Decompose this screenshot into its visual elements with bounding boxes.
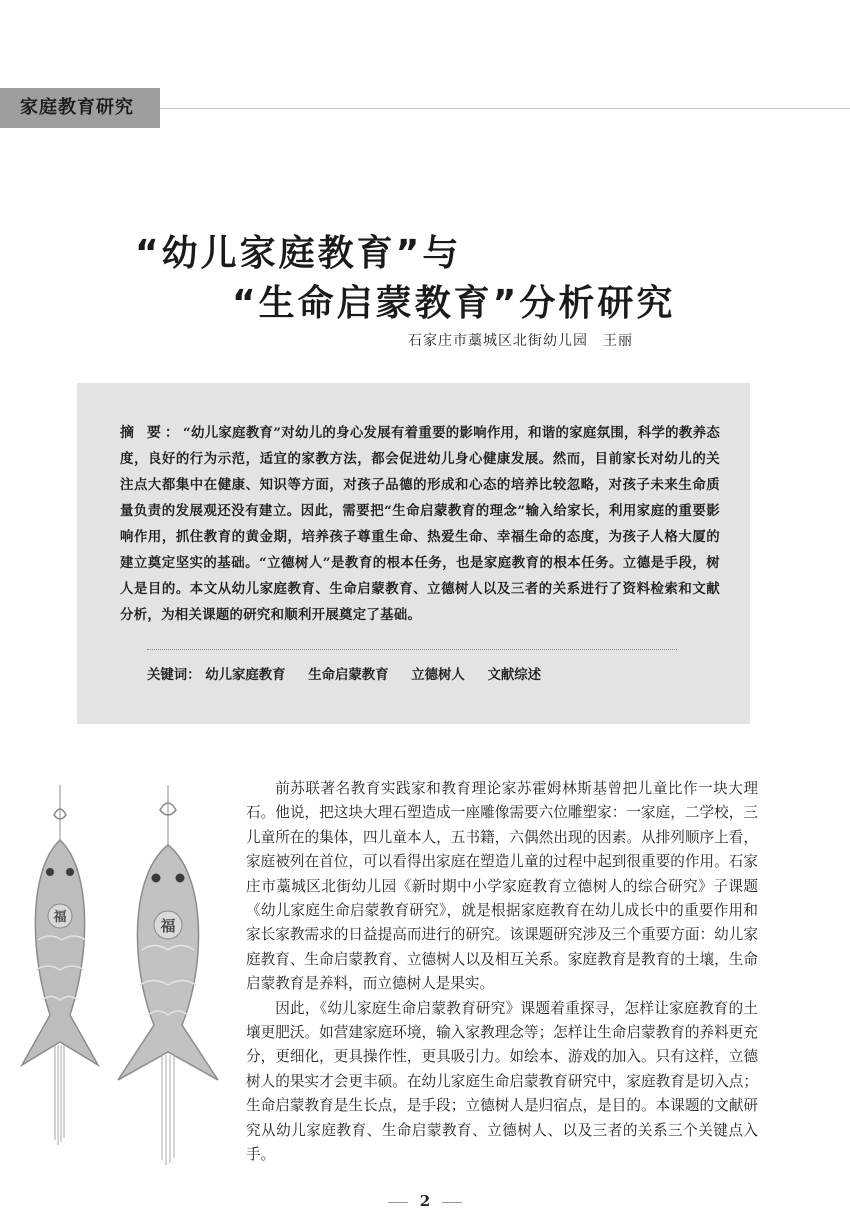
fish-lantern-left [22,785,98,1145]
article-title-line-2: “生命启蒙教育”分析研究 [232,283,676,324]
page-number [0,1192,850,1210]
page-number-dash-right [442,1202,462,1203]
page-number-dash-left [388,1202,408,1203]
section-label: 家庭教育研究 [0,88,160,128]
article-title-line-1: “幼儿家庭教育”与 [135,233,462,274]
keyword: 幼儿家庭教育 [205,667,286,683]
keywords-divider [147,649,677,650]
author-byline: 石家庄市藁城区北街幼儿园 王丽 [408,333,633,349]
body-paragraph-1: 前苏联著名教育实践家和教育理论家苏霍姆林斯基曾把儿童比作一块大理石。他说，把这块大理石塑造成一座雕像需要六位雕塑家：一家庭，二学校，三儿童所在的集体，四儿童本人，五书籍，六偶然出现的因素。从排列顺序上看，家庭被列在首位，可以看得出家庭在塑造儿童的过程中起到很重要的作用。石家庄市藁城区北街幼儿园《新时期中小学家庭教育立德树人的综合研究》子课题《幼儿家庭生命启蒙教育研究》，就是根据家庭教育在幼儿成长中的重要作用和家长家教需求的日益提高而进行的研究。该课题研究涉及三个重要方面：幼儿家庭教育、生命启蒙教育、立德树人以及相互关系。家庭教育是教育的土壤，生命启蒙教育是养料，而立德树人是果实。 [246,780,758,993]
fish-lantern-illustration [8,780,233,1170]
fish-lantern-right [118,785,218,1165]
keyword: 生命启蒙教育 [308,667,389,683]
keywords-label: 关键词： [147,668,201,683]
body-paragraph-2: 因此，《幼儿家庭生命启蒙教育研究》课题着重探寻，怎样让家庭教育的土壤更肥沃。如营建家庭环境，输入家教理念等；怎样让生命启蒙教育的养料更充分，更细化，更具操作性，更具吸引力。如绘本、游戏的加入。只有这样，立德树人的果实才会更丰硕。在幼儿家庭生命启蒙教育研究中，家庭教育是切入点；生命启蒙教育是生长点，是手段；立德树人是归宿点，是目的。本课题的文献研究从幼儿家庭教育、生命启蒙教育、立德树人、以及三者的关系三个关键点入手。 [246,999,758,1164]
abstract-text: “幼儿家庭教育”对幼儿的身心发展有着重要的影响作用，和谐的家庭氛围，科学的教养态度，良好的行为示范，适宜的家教方法，都会促进幼儿身心健康发展。然而，目前家长对幼儿的关注点大都集中在健康、知识等方面，对孩子品德的形成和心态的培养比较忽略，对孩子未来生命质量负责的发展观还没有建立。因此，需要把“生命启蒙教育的理念”输入给家长，利用家庭的重要影响作用，抓住教育的黄金期，培养孩子尊重生命、热爱生命、幸福生命的态度，为孩子人格大厦的建立奠定坚实的基础。“立德树人”是教育的根本任务，也是家庭教育的根本任务。立德是手段，树人是目的。本文从幼儿家庭教育、生命启蒙教育、立德树人以及三者的关系进行了资料检索和文献分析，为相关课题的研究和顺利开展奠定了基础。 [120,425,721,623]
keyword: 文献综述 [487,667,542,683]
header-divider [160,108,850,109]
medallion-char: 福 [160,917,176,935]
keywords-line [147,664,559,683]
abstract [120,420,720,628]
medallion-char: 福 [53,910,67,925]
page-number-value: 2 [419,1192,431,1210]
article-body [246,777,758,1168]
abstract-box [77,383,750,724]
abstract-label: 摘 要： [120,425,183,441]
keyword: 立德树人 [411,667,465,683]
